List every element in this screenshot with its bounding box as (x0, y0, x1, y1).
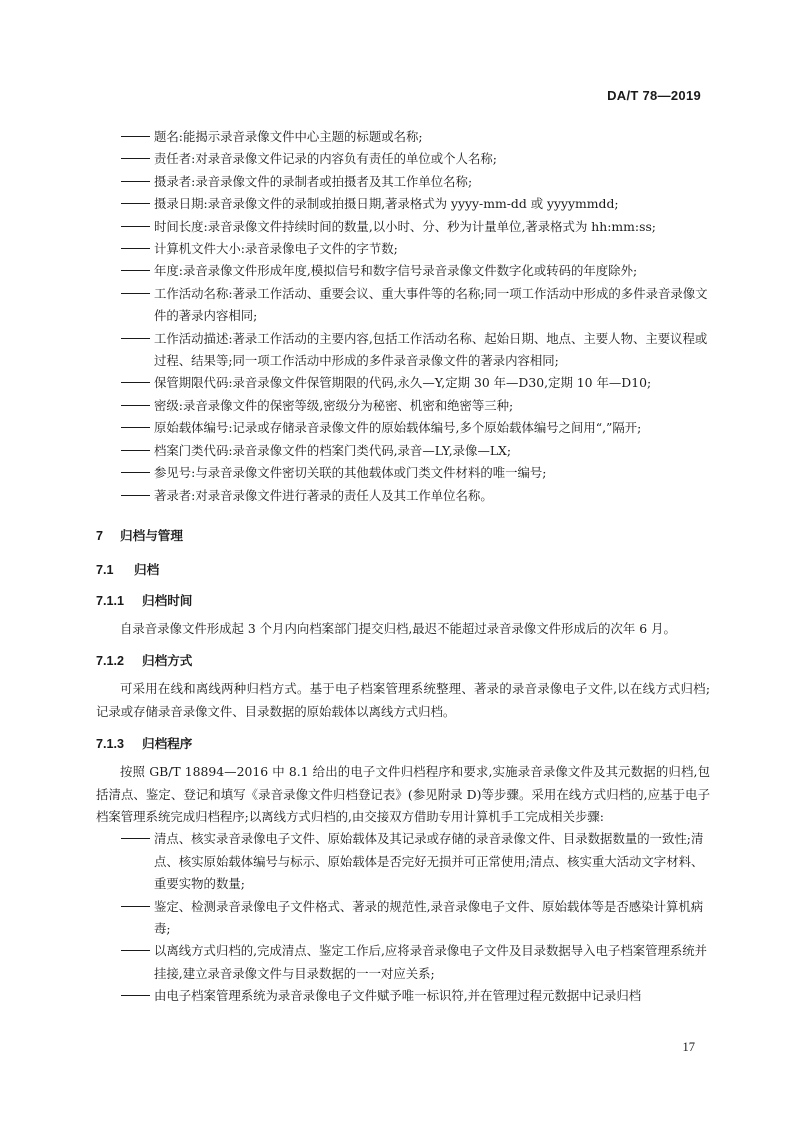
section-heading-7 (96, 526, 710, 546)
list-item: 工作活动名称:著录工作活动、重要会议、重大事件等的名称;同一项工作活动中形成的多件录音录像文件的著录内容相同; (96, 283, 710, 328)
paragraph-archiving-time: 自录音录像文件形成起 3 个月内向档案部门提交归档,最迟不能超过录音录像文件形成后的次年 6 月。 (120, 620, 676, 636)
list-item: 鉴定、检测录音录像电子文件格式、著录的规范性,录音录像电子文件、原始载体等是否感染计算机病毒; (96, 896, 710, 941)
section-title: 归档时间 (142, 593, 193, 608)
list-item: 密级:录音录像文件的保密等级,密级分为秘密、机密和绝密等三种; (96, 395, 710, 417)
list-item: 责任者:对录音录像文件记录的内容负有责任的单位或个人名称; (96, 148, 710, 170)
list-item: 年度:录音录像文件形成年度,模拟信号和数字信号录音录像文件数字化或转码的年度除外; (96, 260, 710, 282)
metadata-field-list (96, 126, 710, 507)
list-item: 摄录者:录音录像文件的录制者或拍摄者及其工作单位名称; (96, 171, 710, 193)
section-heading-7-1-3 (96, 734, 710, 754)
list-item: 由电子档案管理系统为录音录像电子文件赋予唯一标识符,并在管理过程元数据中记录归档 (96, 985, 710, 1007)
list-item: 清点、核实录音录像电子文件、原始载体及其记录或存储的录音录像文件、目录数据数量的一致性;清点、核实原始载体编号与标示、原始载体是否完好无损并可正常使用;清点、核实重大活动文字材料、重要实物的数量; (96, 828, 710, 895)
list-item: 保管期限代码:录音录像文件保管期限的代码,永久—Y,定期 30 年—D30,定期 10 年—D10; (96, 372, 710, 394)
section-number: 7 (96, 528, 104, 543)
list-item: 时间长度:录音录像文件持续时间的数量,以小时、分、秒为计量单位,著录格式为 hh:mm:ss; (96, 216, 710, 238)
paragraph-archiving-method: 可采用在线和离线两种归档方式。基于电子档案管理系统整理、著录的录音录像电子文件,以在线方式归档;记录或存储录音录像文件、目录数据的原始载体以离线方式归档。 (96, 681, 710, 719)
document-code: DA/T 78—2019 (607, 88, 701, 103)
section-heading-7-1-1 (96, 591, 710, 611)
section-title: 归档方式 (142, 654, 193, 669)
list-item: 原始载体编号:记录或存储录音录像文件的原始载体编号,多个原始载体编号之间用“,”隔开; (96, 417, 710, 439)
list-item: 档案门类代码:录音录像文件的档案门类代码,录音—LY,录像—LX; (96, 440, 710, 462)
section-heading-7-1 (96, 560, 710, 580)
paragraph-archiving-procedure: 按照 GB/T 18894—2016 中 8.1 给出的电子文件归档程序和要求,实施录音录像文件及其元数据的归档,包括清点、鉴定、登记和填写《录音录像文件归档登记表》(参见附录 D)等步骤。采用在线方式归档的,应基于电子档案管理系统完成归档程序;以离线方式归档的,由交接双方借助专用计算机手工完成相关步骤: (96, 764, 710, 824)
section-number: 7.1 (96, 562, 114, 577)
list-item: 计算机文件大小:录音录像电子文件的字节数; (96, 238, 710, 260)
page-content (96, 126, 710, 1008)
section-title: 归档程序 (142, 737, 193, 752)
section-title: 归档 (134, 562, 160, 577)
list-item: 工作活动描述:著录工作活动的主要内容,包括工作活动名称、起始日期、地点、主要人物、主要议程或过程、结果等;同一项工作活动中形成的多件录音录像文件的著录内容相同; (96, 328, 710, 373)
page-number: 17 (682, 1040, 695, 1054)
list-item: 以离线方式归档的,完成清点、鉴定工作后,应将录音录像电子文件及目录数据导入电子档案管理系统并挂接,建立录音录像文件与目录数据的一一对应关系; (96, 940, 710, 985)
list-item: 参见号:与录音录像文件密切关联的其他载体或门类文件材料的唯一编号; (96, 462, 710, 484)
section-number: 7.1.3 (96, 737, 125, 752)
procedure-step-list (96, 828, 710, 1007)
list-item: 摄录日期:录音录像文件的录制或拍摄日期,著录格式为 yyyy-mm-dd 或 yyyymmdd; (96, 193, 710, 215)
section-number: 7.1.1 (96, 593, 125, 608)
section-heading-7-1-2 (96, 651, 710, 671)
list-item: 题名:能揭示录音录像文件中心主题的标题或名称; (96, 126, 710, 148)
section-title: 归档与管理 (120, 528, 183, 543)
section-number: 7.1.2 (96, 654, 125, 669)
list-item: 著录者:对录音录像文件进行著录的责任人及其工作单位名称。 (96, 485, 710, 507)
